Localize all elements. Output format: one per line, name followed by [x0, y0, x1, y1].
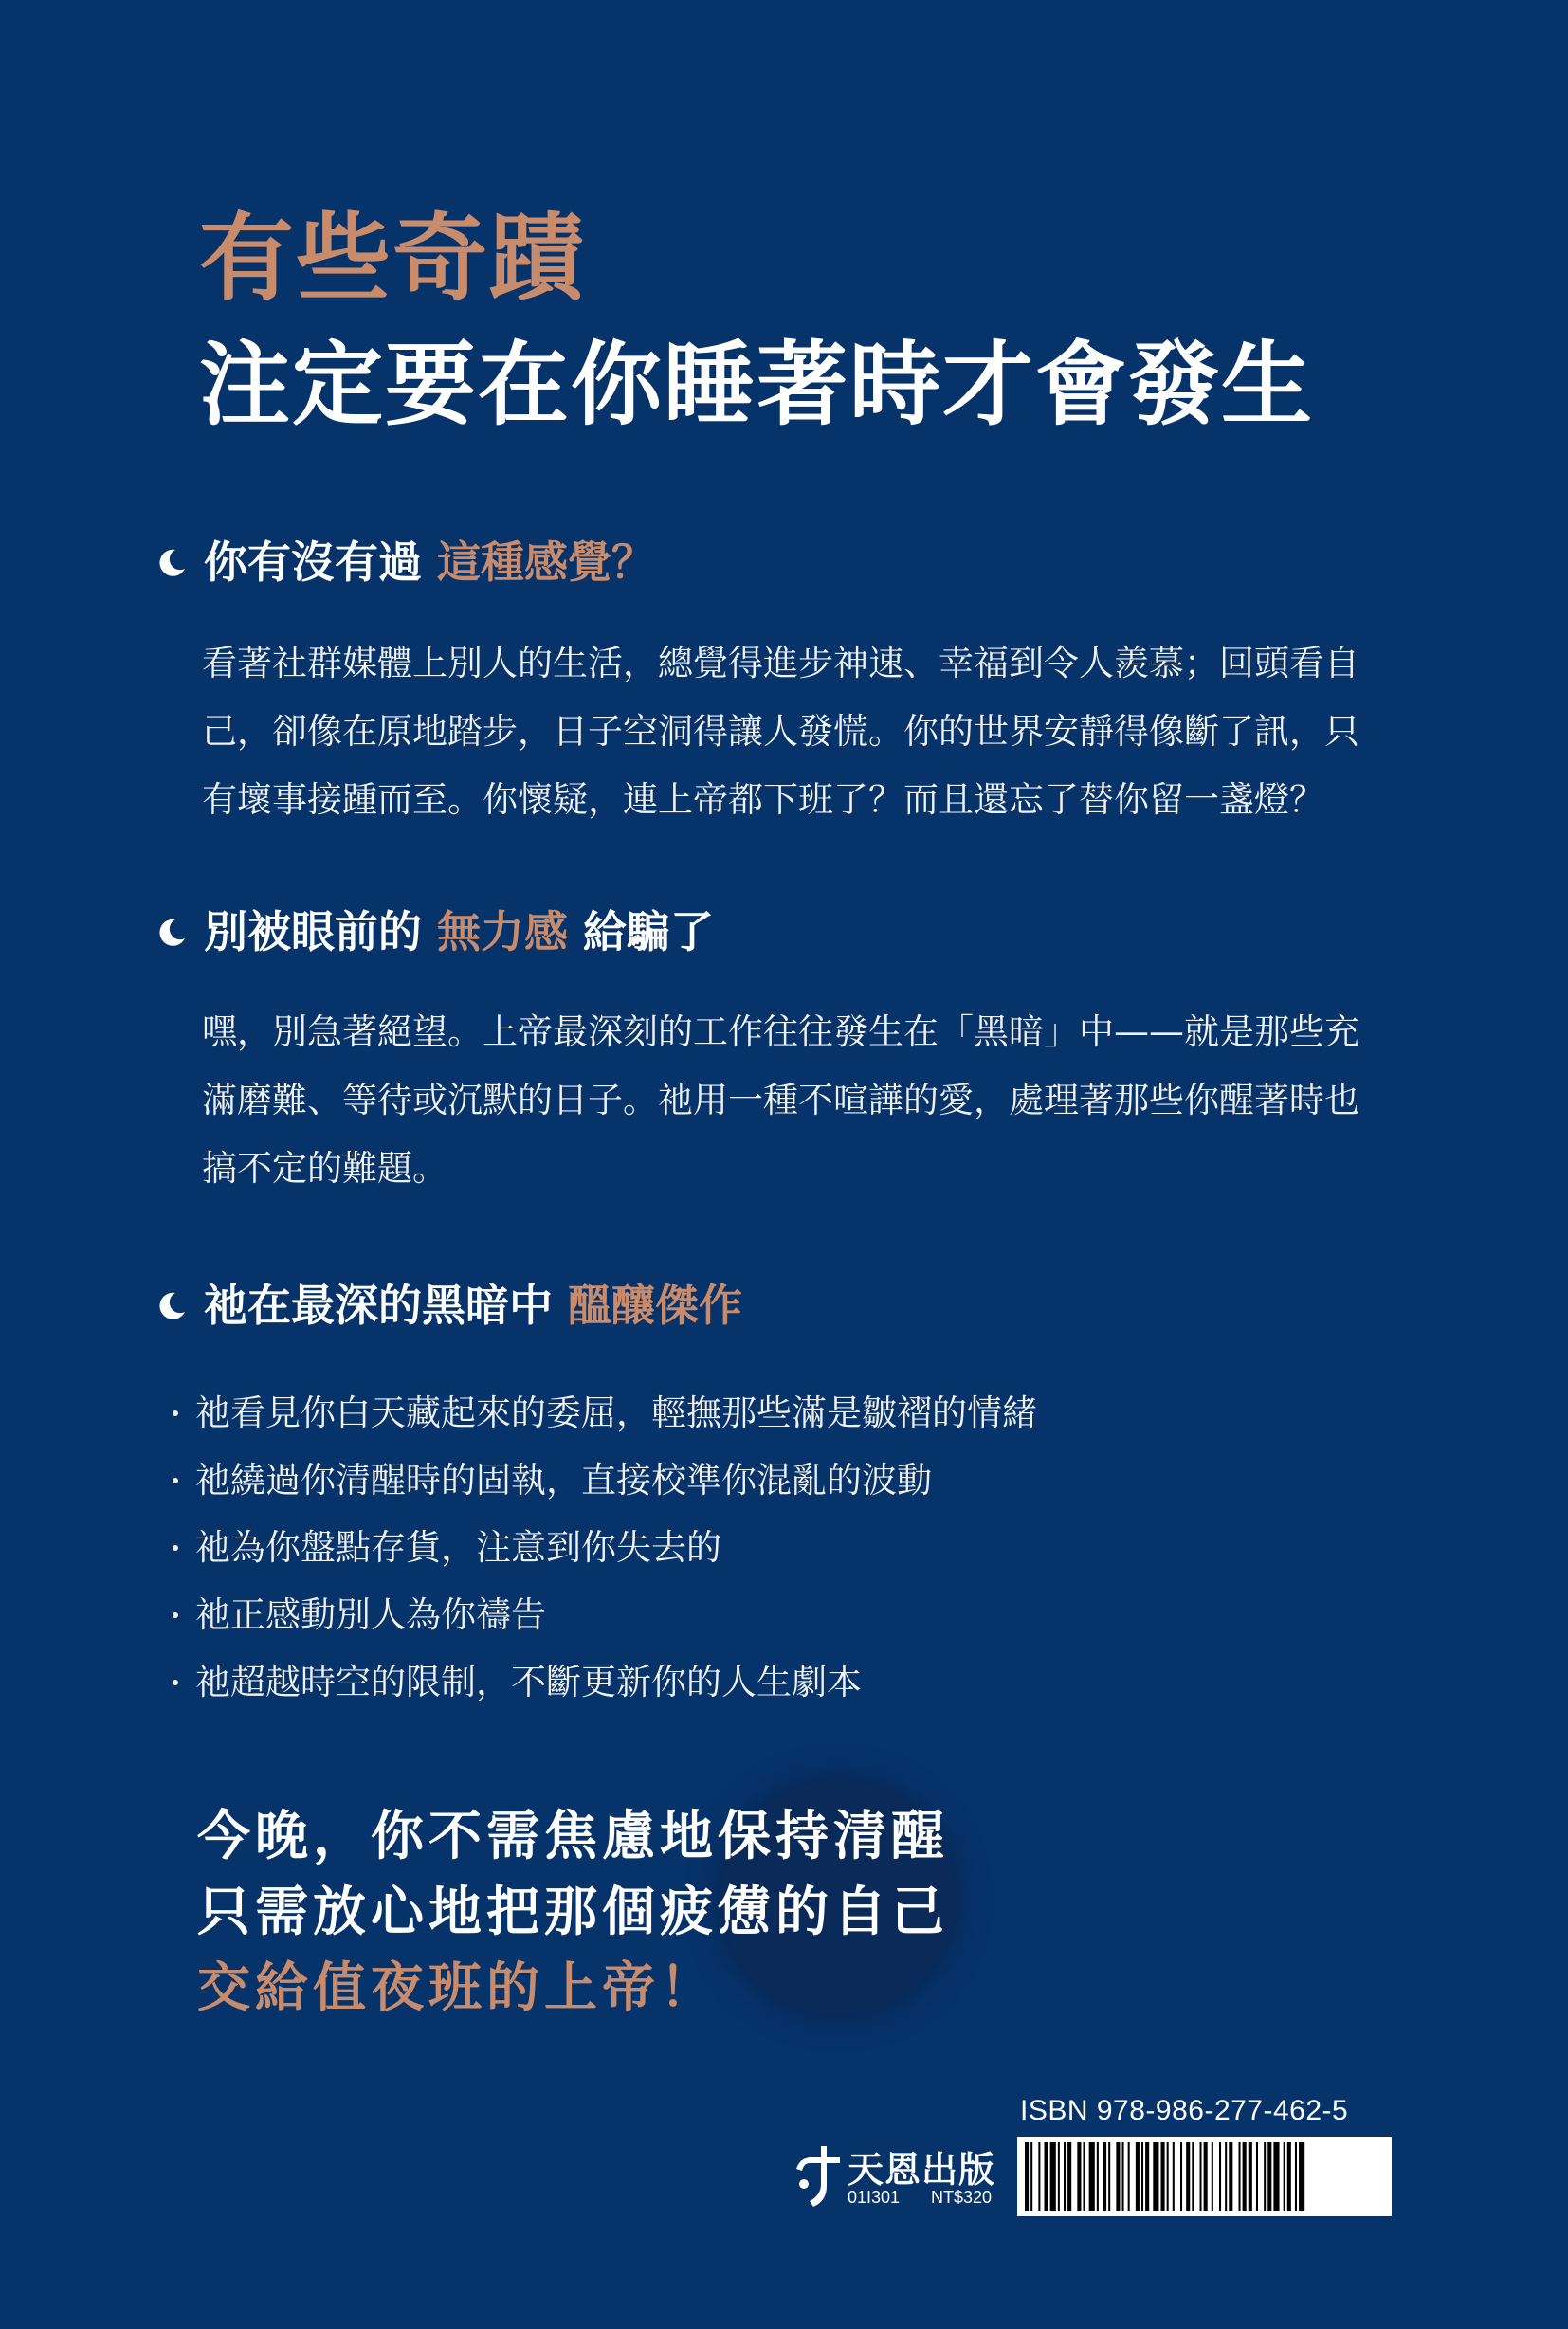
barcode-icon: [1017, 2137, 1392, 2216]
moon-icon: [156, 1291, 187, 1321]
closing-statement: [197, 1799, 949, 2027]
section-1-heading: [156, 537, 655, 589]
bullet-item: 祂為你盤點存貨，注意到你失去的: [173, 1514, 1037, 1581]
section-2-heading-accent: 無力感: [437, 906, 568, 957]
section-3-heading-text: 祂在最深的黑暗中: [204, 1280, 553, 1331]
section-1-heading-text: 你有沒有過: [204, 537, 422, 588]
isbn-text: ISBN 978-986-277-462-5: [1020, 2095, 1349, 2126]
headline-line-2: 注定要在你睡著時才會發生: [199, 332, 1314, 438]
bullet-item: 祂超越時空的限制，不斷更新你的人生劇本: [173, 1648, 1037, 1716]
bullet-dot-icon: [173, 1410, 178, 1416]
section-2-heading-text: 別被眼前的: [204, 906, 422, 957]
moon-icon: [156, 918, 187, 948]
bullet-item: 祂正感動別人為你禱告: [173, 1581, 1037, 1648]
closing-line-2: 只需放心地把那個疲憊的自己: [197, 1882, 949, 1943]
closing-line-1: 今晚，你不需焦慮地保持清醒: [197, 1806, 949, 1867]
barcode: [1017, 2137, 1392, 2216]
bullet-dot-icon: [173, 1612, 178, 1618]
paragraph-line: 己，卻像在原地踏步，日子空洞得讓人發慌。你的世界安靜得像斷了訊，只: [202, 711, 1359, 752]
tianen-logo-icon: [793, 2142, 844, 2211]
bullet-list: [173, 1379, 1037, 1716]
bullet-dot-icon: [173, 1680, 178, 1685]
moon-icon: [156, 548, 187, 578]
section-2-heading: [156, 906, 714, 958]
publisher-block: [793, 2140, 1011, 2216]
section-1-heading-accent: 這種感覺？: [437, 537, 655, 588]
closing-line-3: 交給值夜班的上帝！: [197, 1957, 718, 2019]
section-2-heading-end: 給騙了: [583, 906, 714, 957]
bullet-dot-icon: [173, 1478, 178, 1483]
paragraph-line: 嘿，別急著絕望。上帝最深刻的工作往往發生在「黑暗」中——就是那些充: [202, 1011, 1359, 1052]
bullet-item: 祂看見你白天藏起來的委屈，輕撫那些滿是皺褶的情緒: [173, 1379, 1037, 1447]
paragraph-line: 滿磨難、等待或沉默的日子。祂用一種不喧譁的愛，處理著那些你醒著時也: [202, 1080, 1359, 1120]
section-2-paragraph: [202, 998, 1387, 1203]
paragraph-line: 看著社群媒體上別人的生活，總覺得進步神速、幸福到令人羨慕；回頭看自: [202, 643, 1359, 683]
section-1-paragraph: [202, 629, 1387, 834]
section-3-heading: [156, 1280, 742, 1332]
bullet-dot-icon: [173, 1545, 178, 1551]
headline-line-1: 有些奇蹟: [199, 203, 586, 314]
paragraph-line: 搞不定的難題。: [202, 1148, 447, 1189]
section-3-heading-accent: 醞釀傑作: [568, 1280, 742, 1331]
price-label: NT$320: [931, 2188, 993, 2207]
paragraph-line: 有壞事接踵而至。你懷疑，連上帝都下班了？而且還忘了替你留一盞燈？: [202, 779, 1324, 820]
bullet-item: 祂繞過你清醒時的固執，直接校準你混亂的波動: [173, 1447, 1037, 1514]
publisher-name: 天恩出版: [848, 2149, 996, 2191]
product-code: 01I301: [848, 2188, 901, 2207]
